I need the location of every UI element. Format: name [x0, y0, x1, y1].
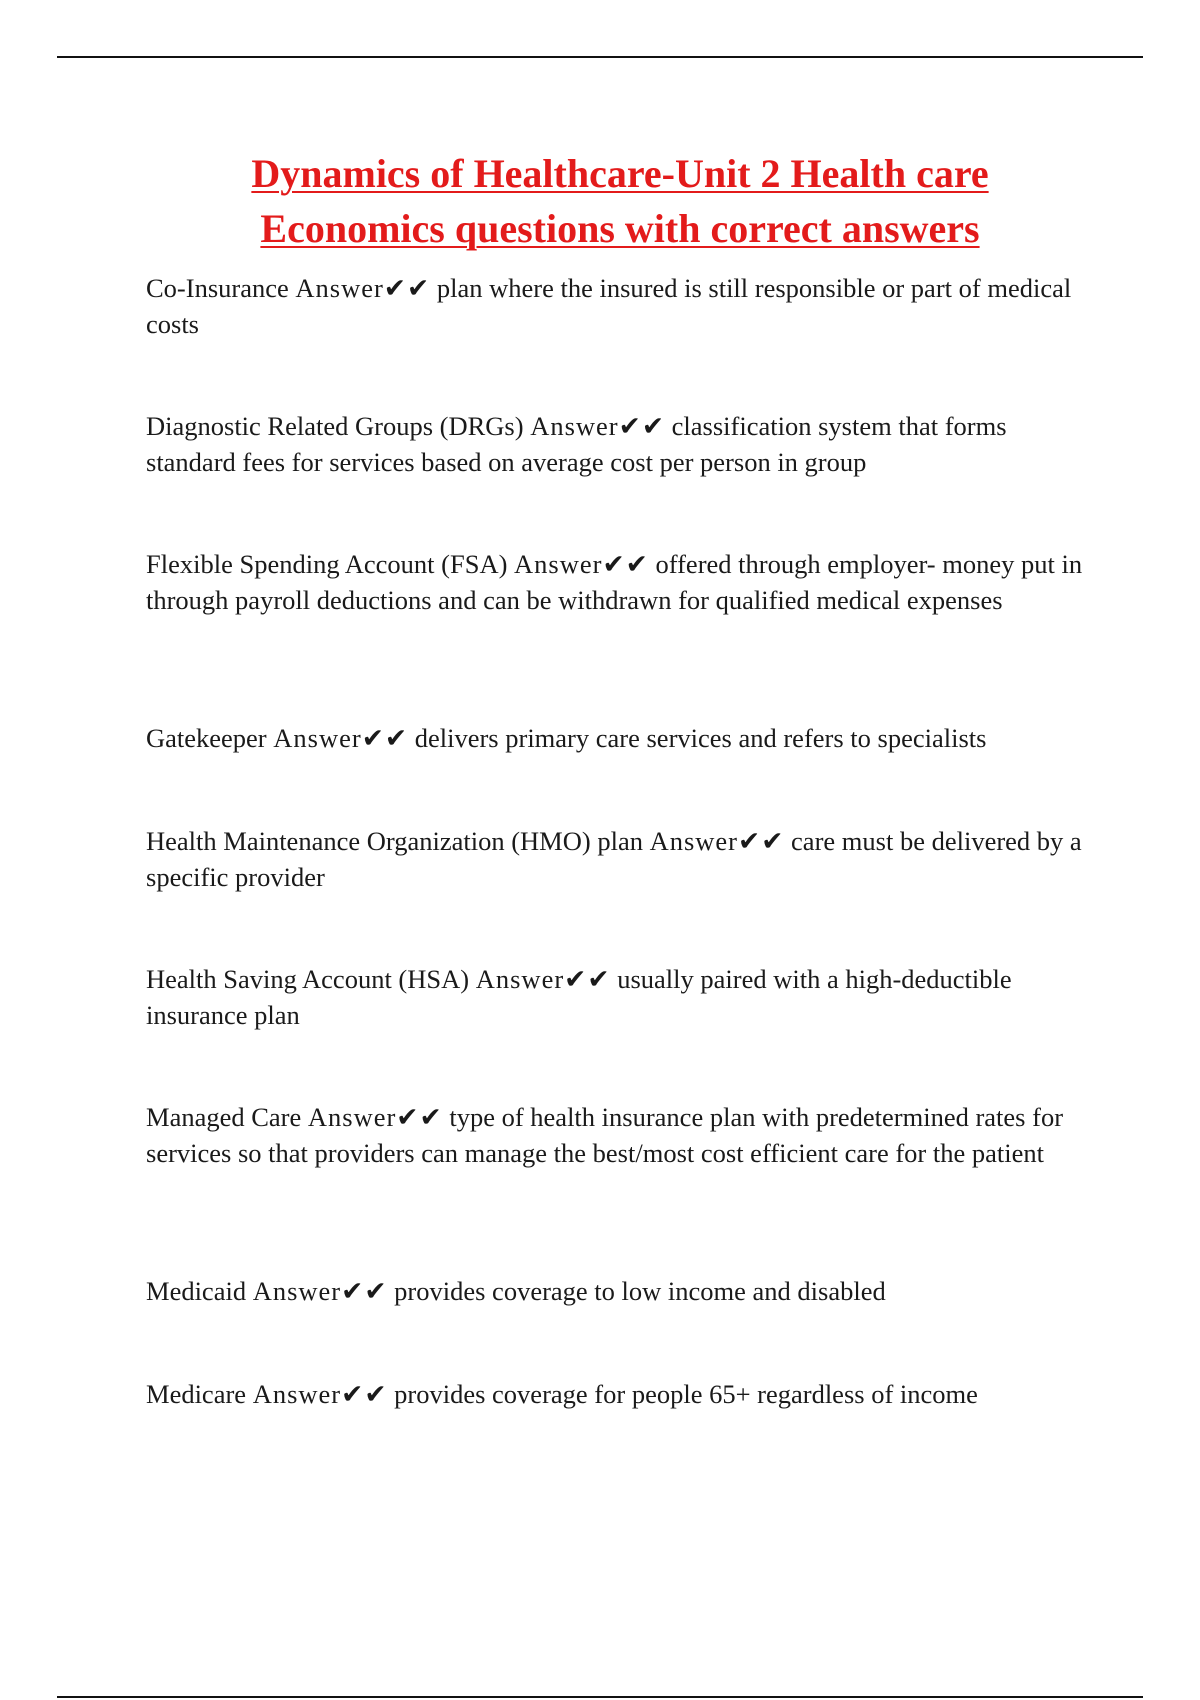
- qa-item: [146, 270, 1086, 342]
- qa-item: [146, 408, 1086, 480]
- answer-marker: Answer✔✔: [514, 549, 649, 579]
- document-title: [140, 146, 1100, 256]
- definition: type of health insurance plan with predetermined rates for services so that providers can manage the best/most cost efficient care for the patient: [146, 1102, 1064, 1168]
- answer-marker: Answer✔✔: [530, 411, 666, 441]
- title-line-2: Economics questions with correct answers: [260, 206, 980, 251]
- answer-marker: Answer✔✔: [307, 1102, 443, 1132]
- qa-item: [146, 546, 1086, 618]
- answer-marker: Answer✔✔: [475, 964, 611, 994]
- answer-marker: Answer✔✔: [273, 723, 409, 753]
- qa-item: [146, 720, 1086, 756]
- definition: delivers primary care services and refers to specialists: [414, 723, 987, 753]
- qa-item: [146, 1273, 1086, 1309]
- definition: classification system that forms standard fees for services based on average cost per person in group: [146, 411, 1007, 477]
- term: Medicaid: [146, 1276, 247, 1306]
- top-rule: [57, 56, 1143, 58]
- term: Managed Care: [146, 1102, 302, 1132]
- definition: care must be delivered by a specific provider: [146, 826, 1082, 892]
- answer-marker: Answer✔✔: [649, 826, 785, 856]
- definition: provides coverage for people 65+ regardless of income: [394, 1379, 978, 1409]
- title-line-1: Dynamics of Healthcare-Unit 2 Health care: [251, 151, 989, 196]
- term: Health Saving Account (HSA): [146, 964, 470, 994]
- qa-item: [146, 1099, 1086, 1171]
- term: Gatekeeper: [146, 723, 267, 753]
- answer-marker: Answer✔✔: [252, 1379, 388, 1409]
- qa-item: [146, 961, 1086, 1033]
- bottom-rule: [57, 1696, 1143, 1698]
- term: Diagnostic Related Groups (DRGs): [146, 411, 524, 441]
- definition: usually paired with a high-deductible insurance plan: [146, 964, 1012, 1030]
- qa-item: [146, 1376, 1086, 1412]
- term: Medicare: [146, 1379, 247, 1409]
- answer-marker: Answer✔✔: [295, 273, 431, 303]
- term: Health Maintenance Organization (HMO) plan: [146, 826, 643, 856]
- definition: provides coverage to low income and disabled: [394, 1276, 886, 1306]
- term: Flexible Spending Account (FSA): [146, 549, 508, 579]
- term: Co-Insurance: [146, 273, 289, 303]
- answer-marker: Answer✔✔: [252, 1276, 388, 1306]
- qa-item: [146, 823, 1086, 895]
- definition: offered through employer- money put in through payroll deductions and can be withdrawn for qualified medical expenses: [146, 549, 1083, 615]
- definition: plan where the insured is still responsible or part of medical costs: [146, 273, 1072, 339]
